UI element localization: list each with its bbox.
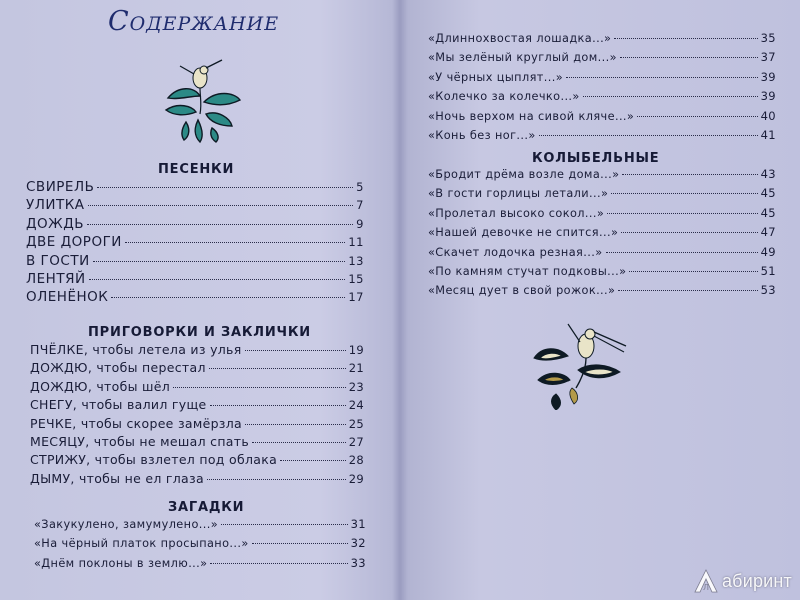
entry-title: «Месяц дует в свой рожок...»	[428, 284, 616, 298]
dot-leader	[245, 424, 346, 425]
toc-entry	[26, 197, 364, 215]
toc-list-riddles	[34, 517, 366, 575]
entry-page: 19	[348, 343, 364, 357]
entry-page: 24	[348, 398, 364, 413]
dot-leader	[539, 135, 758, 136]
entry-page: 31	[350, 517, 366, 531]
entry-page: 40	[760, 108, 776, 123]
entry-page: 9	[356, 216, 364, 231]
entry-title: «Колечко за колечко...»	[428, 90, 580, 104]
dot-leader	[252, 543, 348, 544]
entry-title: «Пролетал высоко сокол...»	[428, 206, 605, 220]
dot-leader	[566, 77, 758, 78]
dot-leader	[607, 213, 757, 214]
entry-page: 43	[760, 167, 776, 181]
dot-leader	[611, 193, 757, 194]
section-heading-chants: ПРИГОВОРКИ И ЗАКЛИЧКИ	[88, 325, 311, 340]
toc-entry	[26, 234, 364, 252]
entry-page: 29	[348, 471, 364, 486]
dot-leader	[620, 57, 758, 58]
toc-entry	[428, 225, 776, 244]
entry-title: «По камням стучат подковы...»	[428, 264, 627, 278]
entry-title: ДОЖДЮ, чтобы перестал	[30, 360, 206, 376]
dot-leader	[210, 405, 346, 406]
dot-leader	[252, 442, 346, 443]
dot-leader	[125, 242, 345, 243]
entry-title: УЛИТКА	[26, 197, 85, 214]
dot-leader	[606, 252, 758, 253]
section-heading-riddles: ЗАГАДКИ	[168, 500, 245, 515]
toc-entry	[428, 128, 776, 147]
dot-leader	[89, 279, 346, 280]
toc-entry	[26, 271, 364, 289]
dot-leader	[173, 387, 346, 388]
entry-title: «Нашей девочке не спится...»	[428, 226, 619, 240]
entry-title: РЕЧКЕ, чтобы скорее замёрзла	[30, 415, 243, 431]
entry-title: «Конь без ног...»	[428, 128, 536, 142]
toc-entry	[30, 452, 364, 470]
entry-title: «Скачет лодочка резная...»	[428, 245, 603, 259]
dot-leader	[221, 524, 348, 525]
toc-entry	[428, 167, 776, 186]
dot-leader	[88, 205, 354, 206]
left-page	[0, 0, 398, 600]
dot-leader	[93, 261, 346, 262]
dot-leader	[614, 38, 757, 39]
dot-leader	[207, 479, 346, 480]
toc-entry	[26, 289, 364, 307]
entry-page: 45	[760, 205, 776, 220]
toc-entry	[30, 416, 364, 434]
toc-entry	[30, 379, 364, 397]
entry-page: 33	[350, 555, 366, 570]
toc-list-chants	[30, 342, 364, 489]
entry-page: 11	[348, 235, 364, 250]
entry-page: 35	[760, 31, 776, 45]
section-heading-lullabies: КОЛЫБЕЛЬНЫЕ	[532, 151, 660, 166]
toc-entry	[34, 517, 366, 536]
entry-page: 17	[348, 290, 364, 305]
entry-page: 49	[760, 244, 776, 259]
entry-title: МЕСЯЦУ, чтобы не мешал спать	[30, 433, 250, 449]
bird-ornament-top-icon	[160, 52, 246, 144]
dot-leader	[209, 368, 346, 369]
toc-entry	[428, 50, 776, 69]
entry-title: ОЛЕНЁНОК	[26, 289, 109, 306]
dot-leader	[245, 350, 346, 351]
toc-entry	[30, 342, 364, 360]
entry-title: «Закукулено, замумулено...»	[34, 518, 219, 531]
site-watermark	[693, 568, 792, 594]
toc-entry	[30, 360, 364, 378]
entry-title: ПЧЁЛКЕ, чтобы летела из улья	[30, 342, 242, 357]
toc-entry	[26, 216, 364, 234]
labirint-logo-icon	[693, 568, 719, 594]
right-page	[402, 0, 800, 600]
entry-page: 32	[350, 536, 366, 551]
entry-page: 25	[348, 416, 364, 431]
entry-title: СНЕГУ, чтобы валил гуще	[30, 397, 207, 413]
dot-leader	[87, 224, 353, 225]
toc-entry	[428, 245, 776, 264]
section-heading-songs: ПЕСЕНКИ	[158, 162, 235, 177]
entry-title: «Длиннохвостая лошадка...»	[428, 32, 612, 45]
dot-leader	[583, 96, 758, 97]
entry-page: 7	[356, 198, 364, 213]
entry-title: «В гости горлицы летали...»	[428, 187, 609, 201]
entry-title: ЛЕНТЯЙ	[26, 270, 86, 287]
dot-leader	[97, 187, 353, 188]
entry-title: ДВЕ ДОРОГИ	[26, 234, 122, 251]
toc-entry	[30, 397, 364, 415]
dot-leader	[622, 174, 757, 175]
entry-page: 39	[760, 69, 776, 84]
toc-entry	[30, 471, 364, 489]
toc-list-lullabies	[428, 167, 776, 303]
entry-title: «Бродит дрёма возле дома...»	[428, 168, 620, 181]
entry-page: 41	[760, 127, 776, 142]
toc-entry	[428, 70, 776, 89]
entry-page: 5	[356, 180, 364, 194]
watermark-text: абиринт	[721, 570, 792, 591]
toc-entry	[428, 89, 776, 108]
contents-title: Содержание	[108, 6, 280, 37]
entry-page: 51	[760, 263, 776, 278]
entry-title: «Ночь верхом на сивой кляче...»	[428, 109, 635, 123]
entry-page: 21	[348, 361, 364, 376]
entry-page: 53	[760, 283, 776, 298]
bird-ornament-bottom-icon	[528, 318, 632, 410]
entry-title: «Днём поклоны в землю...»	[34, 556, 208, 570]
entry-title: ДОЖДЬ	[26, 215, 85, 232]
toc-list-songs	[26, 179, 364, 308]
toc-entry	[428, 109, 776, 128]
entry-title: «У чёрных цыплят...»	[428, 70, 564, 84]
entry-title: ДОЖДЮ, чтобы шёл	[30, 378, 171, 394]
toc-entry	[34, 536, 366, 555]
entry-page: 23	[348, 379, 364, 394]
toc-entry	[30, 434, 364, 452]
entry-title: СВИРЕЛЬ	[26, 179, 95, 195]
dot-leader	[621, 232, 757, 233]
entry-page: 45	[760, 186, 776, 201]
toc-entry	[428, 283, 776, 302]
toc-entry	[428, 31, 776, 50]
entry-page: 28	[348, 453, 364, 468]
toc-entry	[26, 253, 364, 271]
entry-page: 47	[760, 225, 776, 240]
entry-page: 37	[760, 50, 776, 65]
dot-leader	[618, 290, 757, 291]
dot-leader	[637, 116, 757, 117]
entry-page: 13	[348, 253, 364, 268]
entry-title: ДЫМУ, чтобы не ел глаза	[30, 470, 204, 486]
entry-title: «На чёрный платок просыпано...»	[34, 537, 249, 551]
dot-leader	[111, 297, 345, 298]
toc-entry	[26, 179, 364, 197]
dot-leader	[280, 460, 346, 461]
toc-entry	[34, 556, 366, 575]
toc-list-riddles-continued	[428, 31, 776, 147]
logo-letter: Л	[702, 583, 709, 592]
toc-entry	[428, 264, 776, 283]
entry-page: 15	[348, 271, 364, 286]
entry-page: 27	[348, 434, 364, 449]
toc-entry	[428, 206, 776, 225]
entry-title: В ГОСТИ	[26, 252, 90, 269]
entry-title: СТРИЖУ, чтобы взлетел под облака	[30, 452, 278, 468]
entry-page: 39	[760, 89, 776, 104]
dot-leader	[210, 563, 347, 564]
toc-entry	[428, 186, 776, 205]
dot-leader	[629, 271, 757, 272]
entry-title: «Мы зелёный круглый дом...»	[428, 51, 617, 65]
